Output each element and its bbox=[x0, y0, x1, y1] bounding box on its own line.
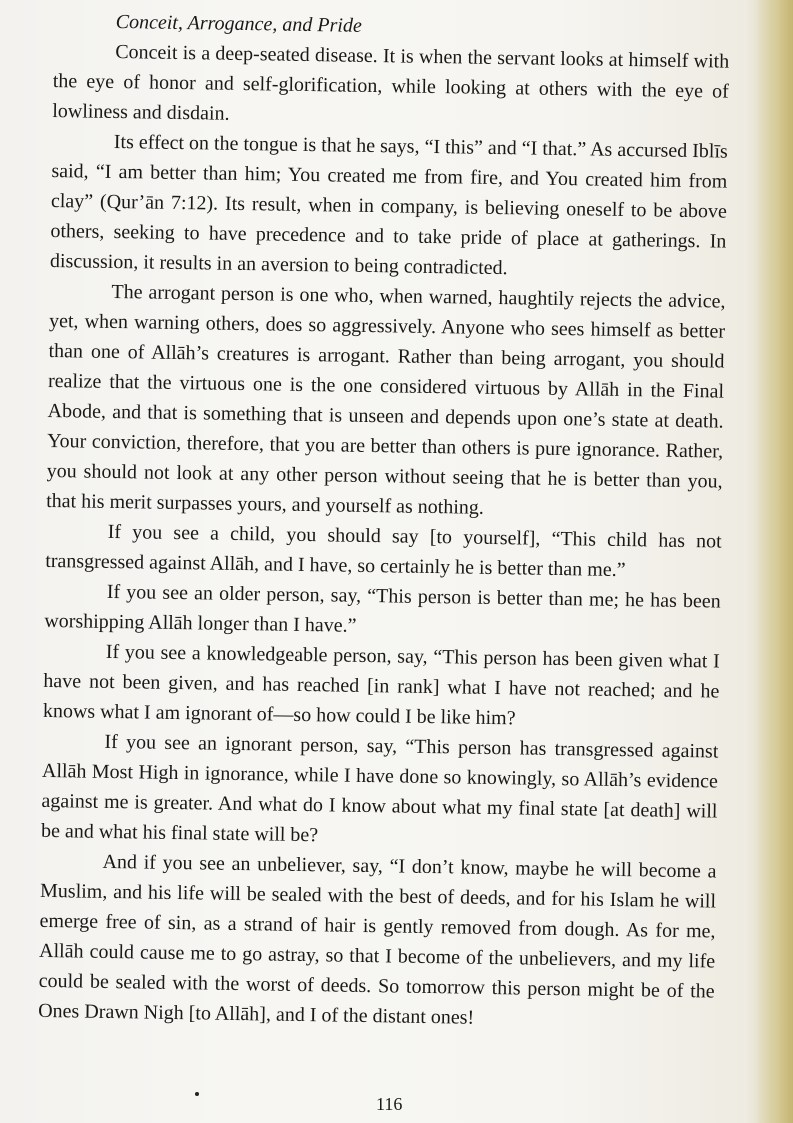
paragraph-older-person: If you see an older person, say, “This person is better than me; he has been worshipping Allāh longer than I have.” bbox=[44, 580, 721, 637]
paragraph-unbeliever: And if you see an unbeliever, say, “I don’t know, maybe he will become a Muslim, and his life will be sealed with the best of deeds, and for his Islam he will emerge free of sin, as a strand of hair is gently removed from dough. As for me, Allāh could cause me to go astray, so that I become of the unbelievers, and my life could be sealed with the worst of deeds. So tomorrow this person might be of the Ones Drawn Nigh [to Allāh], and I of the distant ones! bbox=[38, 850, 717, 1029]
page-number: 116 bbox=[376, 1094, 403, 1114]
paragraph-child: If you see a child, you should say [to yourself], “This child has not transgressed against Allāh, and I have, so certainly he is better than me.” bbox=[45, 520, 722, 582]
paragraph-arrogant-person: The arrogant person is one who, when warned, haughtily rejects the advice, yet, when warning others, does so aggressively. Anyone who sees himself as better than one of Allāh’s creatures is arrogant. Rather than being arrogant, you should realize that the virtuous one is the one considered virtuous by Allāh in the Final Abode, and that is something that is unseen and depends upon one’s state at death. Your conviction, therefore, that you are better than others is pure ignorance. Rather, you should not look at any other person without seeing that he is better than you, that his merit surpasses yours, and yourself as nothing. bbox=[46, 280, 726, 519]
paragraph-knowledgeable-person: If you see a knowledgeable person, say, “This person has been given what I have not been given, and has reached [in rank] what I have not reached; and he knows what I am ignorant of—so how could I be like him? bbox=[42, 640, 720, 730]
body-text bbox=[38, 6, 730, 1036]
paragraph-effect-on-tongue: Its effect on the tongue is that he says, “I this” and “I that.” As accursed Iblīs said, “I am better than him; You created me from fire, and You created him from clay” (Qur’ān 7:12). Its result, when in company, is believing oneself to be above others, seeking to have precedence and to take pride of place at gatherings. In discussion, it results in an aversion to being contradicted. bbox=[49, 130, 728, 280]
section-heading: Conceit, Arrogance, and Pride bbox=[115, 10, 362, 37]
paragraph-ignorant-person: If you see an ignorant person, say, “This person has transgressed against Allāh Most High in ignorance, while I have done so knowingly, so Allāh’s evidence against me is greater. And what do I know about what my final state [at death] will be and what his final state will be? bbox=[40, 730, 719, 847]
page-edge-shadow bbox=[755, 0, 793, 1123]
ink-speck bbox=[195, 1092, 199, 1096]
paragraph-conceit-definition: Conceit is a deep-seated disease. It is when the servant looks at himself with the eye of honor and self-glorification, while looking at others with the eye of lowliness and disdain. bbox=[52, 40, 730, 125]
